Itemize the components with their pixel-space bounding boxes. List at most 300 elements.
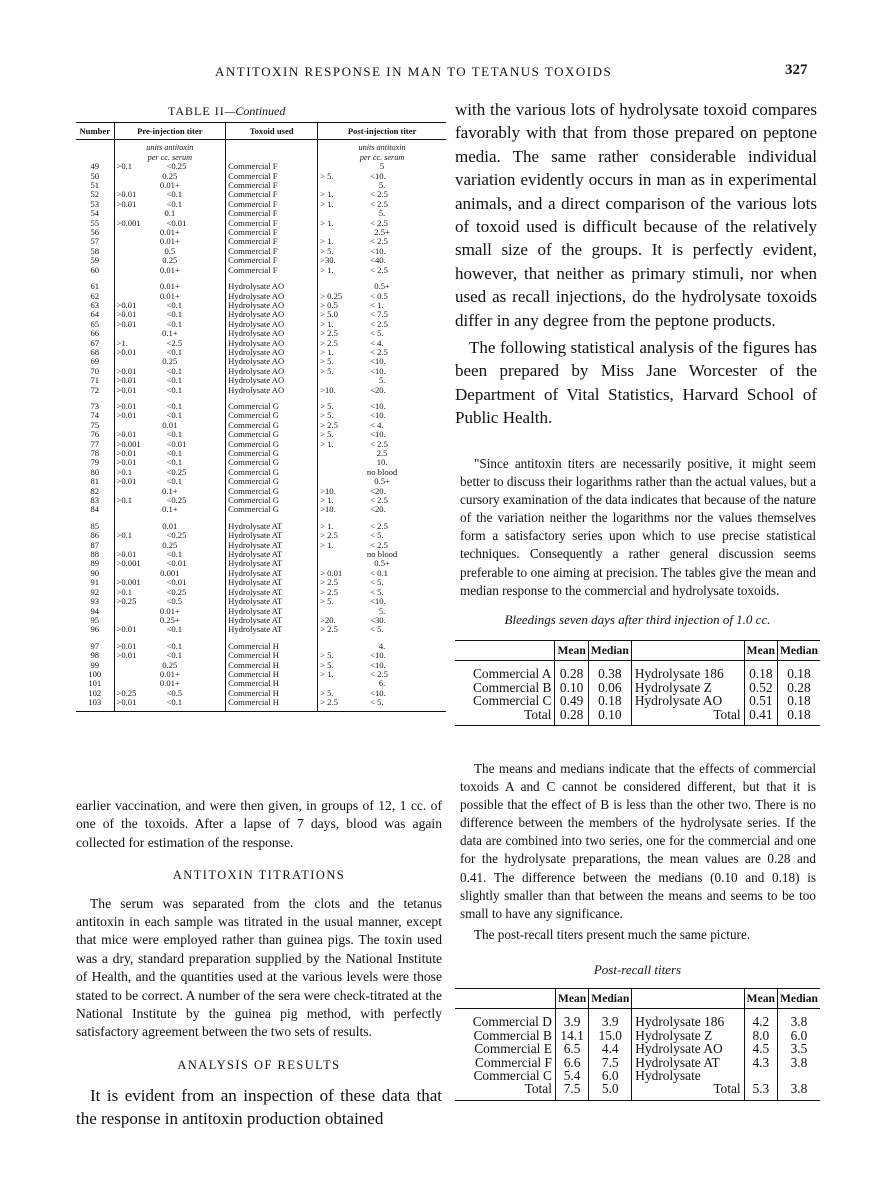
- statistical-quote: [460, 455, 816, 600]
- column-header-toxoid: Toxoid used: [226, 123, 318, 140]
- toxoid-cell: Hydrolysate AO: [226, 292, 318, 301]
- table-ii-header-row: [76, 123, 446, 140]
- toxoid-cell: Commercial F: [226, 237, 318, 246]
- post-upper-bound: < 2.5: [370, 438, 388, 449]
- value-cell: 4.2: [744, 1009, 777, 1029]
- toxoid-cell: Hydrolysate AT: [226, 597, 318, 606]
- post-single-value: 0.5+: [374, 476, 390, 487]
- toxoid-cell: Commercial F: [226, 266, 318, 275]
- post-lower-bound: > 1.: [320, 495, 334, 506]
- column-header-median: Median: [588, 641, 631, 661]
- toxoid-cell: Commercial F: [226, 200, 318, 209]
- subject-number: 73: [76, 402, 114, 411]
- table-third-injection: [455, 640, 820, 726]
- pre-single-value: 0.01+: [159, 180, 180, 191]
- subject-number: 90: [76, 569, 114, 578]
- pre-upper-bound: <0.1: [166, 697, 183, 708]
- value-cell: 3.9: [589, 1009, 632, 1029]
- post-upper-bound: <10.: [370, 429, 386, 440]
- post-upper-bound: <10.: [370, 410, 386, 421]
- post-single-value: 0.5+: [374, 558, 390, 569]
- subject-number: 77: [76, 440, 114, 449]
- pre-upper-bound: <0.1: [166, 346, 183, 357]
- value-cell: 8.0: [744, 1029, 777, 1042]
- toxoid-cell: Commercial G: [226, 411, 318, 420]
- pre-upper-bound: <0.1: [166, 375, 183, 386]
- column-header-mean: Mean: [555, 641, 588, 661]
- row-label: Hydrolysate Z: [632, 1029, 744, 1042]
- toxoid-cell: Commercial G: [226, 440, 318, 449]
- toxoid-cell: Hydrolysate AO: [226, 348, 318, 357]
- pre-upper-bound: <0.5: [166, 687, 183, 698]
- toxoid-cell: Commercial F: [226, 256, 318, 265]
- pre-upper-bound: <0.5: [166, 596, 183, 607]
- table-row: [455, 1069, 820, 1082]
- subject-number: 57: [76, 237, 114, 246]
- post-lower-bound: >10.: [320, 384, 336, 395]
- toxoid-cell: Hydrolysate AT: [226, 616, 318, 625]
- post-upper-bound: < 7.5: [370, 309, 388, 320]
- running-head: ANTITOXIN RESPONSE IN MAN TO TETANUS TOXOIDS: [215, 64, 613, 79]
- pre-upper-bound: <0.25: [166, 530, 187, 541]
- table-row: [455, 1009, 820, 1029]
- post-lower-bound: > 5.: [320, 596, 334, 607]
- subject-number: 69: [76, 357, 114, 366]
- row-label: Hydrolysate AO: [631, 694, 744, 707]
- toxoid-cell: Commercial H: [226, 679, 318, 688]
- pre-lower-bound: >0.01: [116, 198, 137, 209]
- post-single-value: 5.: [378, 605, 386, 616]
- column-header-post-injection: Post-injection titer: [318, 123, 446, 140]
- post-upper-bound: <10.: [370, 400, 386, 411]
- post-upper-bound: < 0.1: [370, 567, 388, 578]
- units-label-pre-1: units antitoxin: [146, 143, 194, 153]
- subject-number: 65: [76, 320, 114, 329]
- column-header-mean: Mean: [744, 641, 777, 661]
- pre-single-value: 0.25: [162, 659, 178, 670]
- subject-number: 96: [76, 625, 114, 634]
- pre-upper-bound: <0.01: [166, 217, 187, 228]
- pre-upper-bound: <0.25: [166, 161, 187, 172]
- pre-upper-bound: <0.1: [166, 299, 183, 310]
- quote-paragraph: "Since antitoxin titers are necessarily positive, it might seem better to discuss their logarithms rather than the actual values, but a cursory examination of the data indicates that because of the nature of the variation neither the logarithms nor the values themselves form a satisfactory series upon which to use precise statistical techniques. Consequently a rather general discussion seems preferable to one aiming at precision. The tables give the mean and median response to the commercial and hydrolysate toxoids.: [460, 456, 816, 598]
- value-cell: 0.18: [588, 694, 631, 707]
- units-label-pre-2: per cc. serum: [147, 152, 192, 162]
- column-header-label-spacer: [455, 989, 555, 1009]
- value-cell: [777, 1069, 820, 1082]
- pre-lower-bound: >0.01: [116, 410, 137, 421]
- pre-single-value: 0.01: [162, 520, 178, 531]
- post-single-value: 10.: [376, 457, 388, 468]
- toxoid-cell: Commercial H: [226, 661, 318, 670]
- page-number: 327: [785, 62, 808, 78]
- post-upper-bound: < 5.: [370, 586, 384, 597]
- value-cell: 14.1: [555, 1029, 588, 1042]
- pre-lower-bound: >0.25: [116, 687, 137, 698]
- result-header-row: [455, 641, 820, 661]
- pre-lower-bound: >0.01: [116, 650, 137, 661]
- subject-number: 66: [76, 329, 114, 338]
- pre-lower-bound: >0.01: [116, 189, 137, 200]
- post-upper-bound: < 2.5: [370, 189, 388, 200]
- table-row: [455, 1056, 820, 1069]
- post-lower-bound: > 2.5: [320, 586, 338, 597]
- pre-single-value: 0.01+: [159, 264, 180, 275]
- post-single-value: no blood: [366, 549, 398, 560]
- subject-number: 64: [76, 310, 114, 319]
- toxoid-cell: Hydrolysate AO: [226, 282, 318, 291]
- column-header-label-spacer: [455, 641, 555, 661]
- post-lower-bound: > 1.: [320, 346, 334, 357]
- column-header-label-spacer: [632, 989, 744, 1009]
- post-lower-bound: > 2.5: [320, 577, 338, 588]
- toxoid-cell: Hydrolysate AT: [226, 625, 318, 634]
- post-upper-bound: < 0.5: [370, 290, 388, 301]
- column-header-mean: Mean: [744, 989, 777, 1009]
- post-lower-bound: > 1.: [320, 318, 334, 329]
- post-lower-bound: > 1.: [320, 198, 334, 209]
- value-cell: 0.28: [555, 661, 588, 681]
- column-header-pre-injection: Pre-injection titer: [114, 123, 226, 140]
- toxoid-cell: Hydrolysate AT: [226, 607, 318, 616]
- post-lower-bound: > 1.: [320, 539, 334, 550]
- column-header-label-spacer: [631, 641, 744, 661]
- table-row: [76, 625, 446, 634]
- toxoid-cell: Commercial G: [226, 421, 318, 430]
- pre-single-value: 0.01: [162, 419, 178, 430]
- pre-lower-bound: >0.01: [116, 318, 137, 329]
- post-upper-bound: < 5.: [370, 530, 384, 541]
- toxoid-cell: Hydrolysate AO: [226, 367, 318, 376]
- toxoid-cell: Hydrolysate AO: [226, 339, 318, 348]
- toxoid-cell: Hydrolysate AO: [226, 357, 318, 366]
- row-label: Total: [455, 708, 555, 726]
- pre-upper-bound: <0.01: [166, 577, 187, 588]
- post-single-value: 5.: [378, 375, 386, 386]
- pre-upper-bound: <0.1: [166, 457, 183, 468]
- subject-number: 95: [76, 616, 114, 625]
- pre-upper-bound: <0.1: [166, 189, 183, 200]
- pre-upper-bound: <0.1: [166, 640, 183, 651]
- value-cell: 0.18: [787, 666, 811, 682]
- toxoid-cell: Commercial H: [226, 670, 318, 679]
- subject-number: 78: [76, 449, 114, 458]
- toxoid-cell: Commercial G: [226, 477, 318, 486]
- post-injection-cell: [318, 505, 446, 514]
- toxoid-cell: Commercial H: [226, 642, 318, 651]
- column-header-median: Median: [777, 641, 820, 661]
- right-column-intro: [455, 98, 817, 430]
- subject-number: 86: [76, 531, 114, 540]
- pre-upper-bound: <0.1: [166, 198, 183, 209]
- row-label: Hydrolysate AT: [632, 1056, 744, 1069]
- right-paragraph-2: The following statistical analysis of the figures has been prepared by Miss Jane Worcester of the Department of Vital Statistics, Harvard School of Public Health.: [455, 338, 817, 428]
- toxoid-cell: Hydrolysate AO: [226, 310, 318, 319]
- pre-lower-bound: >0.001: [116, 217, 141, 228]
- left-column-text: [76, 797, 442, 1130]
- subject-number: 97: [76, 642, 114, 651]
- result-header-row: [455, 989, 820, 1009]
- right-column-discussion: [460, 760, 816, 944]
- table-row: [455, 694, 820, 707]
- post-upper-bound: <20.: [370, 384, 386, 395]
- post-lower-bound: > 1.: [320, 189, 334, 200]
- column-header-median: Median: [777, 989, 820, 1009]
- post-lower-bound: > 5.: [320, 410, 334, 421]
- post-upper-bound: < 2.5: [370, 539, 388, 550]
- post-lower-bound: > 5.: [320, 429, 334, 440]
- value-cell: 0.28: [787, 679, 811, 695]
- post-upper-bound: <10.: [370, 356, 386, 367]
- pre-lower-bound: >0.01: [116, 400, 137, 411]
- subject-number: 53: [76, 200, 114, 209]
- post-lower-bound: > 5.: [320, 365, 334, 376]
- subject-number: 71: [76, 376, 114, 385]
- subject-number: 75: [76, 421, 114, 430]
- pre-lower-bound: >0.001: [116, 438, 141, 449]
- toxoid-cell: Commercial G: [226, 430, 318, 439]
- post-upper-bound: < 4.: [370, 419, 384, 430]
- value-cell: 6.0: [790, 1027, 808, 1043]
- pre-lower-bound: >0.1: [116, 466, 133, 477]
- post-lower-bound: > 1.: [320, 217, 334, 228]
- toxoid-cell: Commercial F: [226, 209, 318, 218]
- post-upper-bound: < 5.: [370, 328, 384, 339]
- subject-number: 103: [76, 698, 114, 711]
- post-upper-bound: < 2.5: [370, 217, 388, 228]
- post-injection-cell: [318, 386, 446, 395]
- pre-lower-bound: >0.01: [116, 448, 137, 458]
- pre-single-value: 0.25: [162, 356, 178, 367]
- post-single-value: 5.: [378, 180, 386, 191]
- pre-lower-bound: >0.1: [116, 495, 133, 506]
- pre-injection-cell: [114, 625, 226, 634]
- post-lower-bound: > 5.: [320, 245, 334, 256]
- value-cell: 0.18: [744, 661, 777, 681]
- value-cell: 5.0: [589, 1082, 632, 1100]
- subject-number: 68: [76, 348, 114, 357]
- pre-single-value: 0.25+: [159, 614, 180, 625]
- post-single-value: no blood: [366, 466, 398, 477]
- pre-lower-bound: >0.01: [116, 429, 137, 440]
- toxoid-cell: Commercial G: [226, 505, 318, 514]
- row-label: Commercial B: [455, 681, 555, 694]
- row-label: Hydrolysate: [632, 1069, 744, 1082]
- value-cell: 15.0: [589, 1029, 632, 1042]
- subject-number: 54: [76, 209, 114, 218]
- post-upper-bound: < 2.5: [370, 318, 388, 329]
- toxoid-cell: Hydrolysate AO: [226, 376, 318, 385]
- post-lower-bound: > 0.25: [320, 290, 343, 301]
- column-header-median: Median: [589, 989, 632, 1009]
- pre-lower-bound: >0.01: [116, 309, 137, 320]
- continuation-paragraph: earlier vaccination, and were then given, in groups of 12, 1 cc. of one of the toxoids. After a lapse of 7 days, blood was again collected for estimation of the response.: [76, 798, 442, 850]
- toxoid-cell: Commercial F: [226, 162, 318, 171]
- table-row: [455, 1029, 820, 1042]
- subject-number: 102: [76, 689, 114, 698]
- pre-lower-bound: >0.01: [116, 640, 137, 651]
- pre-single-value: 0.1+: [162, 328, 178, 339]
- pre-upper-bound: <0.1: [166, 410, 183, 421]
- post-upper-bound: < 2.5: [370, 264, 388, 275]
- subject-number: 63: [76, 301, 114, 310]
- value-cell: 0.49: [555, 694, 588, 707]
- post-upper-bound: < 4.: [370, 337, 384, 348]
- subject-number: 60: [76, 266, 114, 275]
- subject-number: 62: [76, 292, 114, 301]
- post-single-value: 2.5: [376, 448, 388, 458]
- pre-upper-bound: <0.1: [166, 650, 183, 661]
- pre-injection-cell: [114, 266, 226, 275]
- value-cell: 4.4: [589, 1042, 632, 1055]
- subject-number: 55: [76, 219, 114, 228]
- post-single-value: 5.: [378, 208, 386, 219]
- table-ii: [76, 122, 446, 712]
- pre-single-value: 0.1+: [162, 504, 178, 515]
- pre-lower-bound: >0.01: [116, 476, 137, 487]
- post-lower-bound: > 5.: [320, 659, 334, 670]
- toxoid-cell: Commercial G: [226, 458, 318, 467]
- pre-lower-bound: >0.001: [116, 558, 141, 569]
- value-cell: 3.5: [790, 1041, 808, 1057]
- subject-number: 88: [76, 550, 114, 559]
- toxoid-cell: Commercial G: [226, 402, 318, 411]
- value-cell: 0.41: [744, 708, 777, 726]
- value-cell: 3.8: [790, 1054, 808, 1070]
- pre-upper-bound: <0.1: [166, 448, 183, 458]
- post-lower-bound: > 2.5: [320, 419, 338, 430]
- row-label: Commercial E: [455, 1042, 555, 1055]
- table-ii-grid: [76, 122, 446, 712]
- post-single-value: 4.: [378, 640, 386, 651]
- toxoid-cell: Hydrolysate AT: [226, 559, 318, 568]
- row-label: Commercial B: [455, 1029, 555, 1042]
- pre-upper-bound: <0.1: [166, 384, 183, 395]
- value-cell: 0.18: [777, 708, 820, 726]
- subject-number: 84: [76, 505, 114, 514]
- post-lower-bound: > 5.: [320, 687, 334, 698]
- value-cell: 0.52: [744, 681, 777, 694]
- pre-upper-bound: <0.25: [166, 495, 187, 506]
- table-row: [76, 698, 446, 711]
- subject-number: 92: [76, 588, 114, 597]
- post-upper-bound: < 2.5: [370, 495, 388, 506]
- table-row: [455, 681, 820, 694]
- value-cell: [744, 1069, 777, 1082]
- post-upper-bound: < 5.: [370, 624, 384, 635]
- toxoid-cell: Commercial F: [226, 247, 318, 256]
- value-cell: 0.38: [588, 661, 631, 681]
- table-caption-label: TABLE II: [168, 104, 225, 118]
- table-b-caption: Post-recall titers: [593, 962, 682, 977]
- post-lower-bound: > 1.: [320, 520, 334, 531]
- toxoid-cell: Commercial F: [226, 172, 318, 181]
- table-row: [455, 1082, 820, 1100]
- pre-upper-bound: <0.01: [166, 558, 187, 569]
- value-cell: 0.10: [588, 708, 631, 726]
- pre-single-value: 0.5: [164, 245, 176, 256]
- pre-single-value: 0.01+: [159, 678, 180, 689]
- pre-single-value: 0.01+: [159, 668, 180, 679]
- post-single-value: 2.5+: [374, 227, 390, 238]
- subject-number: 72: [76, 386, 114, 395]
- toxoid-cell: Commercial H: [226, 689, 318, 698]
- toxoid-cell: Hydrolysate AT: [226, 531, 318, 540]
- pre-single-value: 0.25: [162, 170, 178, 181]
- table-row: [76, 266, 446, 275]
- pre-upper-bound: <0.25: [166, 466, 187, 477]
- post-single-value: 6.: [378, 678, 386, 689]
- subject-number: 61: [76, 282, 114, 291]
- heading-antitoxin-titrations: ANTITOXIN TITRATIONS: [172, 868, 346, 883]
- pre-injection-cell: [114, 386, 226, 395]
- post-lower-bound: > 5.: [320, 170, 334, 181]
- pre-single-value: 0.01+: [159, 236, 180, 247]
- post-upper-bound: < 2.5: [370, 520, 388, 531]
- toxoid-cell: Hydrolysate AT: [226, 588, 318, 597]
- post-lower-bound: > 1.: [320, 264, 334, 275]
- value-cell: 4.5: [744, 1042, 777, 1055]
- subject-number: 85: [76, 522, 114, 531]
- post-upper-bound: < 2.5: [370, 346, 388, 357]
- toxoid-cell: Hydrolysate AT: [226, 578, 318, 587]
- subject-number: 79: [76, 458, 114, 467]
- pre-injection-cell: [114, 698, 226, 711]
- pre-upper-bound: <0.1: [166, 365, 183, 376]
- subject-number: 98: [76, 651, 114, 660]
- post-lower-bound: >30.: [320, 255, 336, 266]
- value-cell: 0.10: [555, 681, 588, 694]
- post-upper-bound: < 2.5: [370, 236, 388, 247]
- row-label: Commercial A: [455, 661, 555, 681]
- post-lower-bound: > 2.5: [320, 328, 338, 339]
- pre-lower-bound: >0.001: [116, 577, 141, 588]
- toxoid-cell: Commercial G: [226, 496, 318, 505]
- subject-number: 87: [76, 541, 114, 550]
- pre-lower-bound: >0.01: [116, 384, 137, 395]
- toxoid-cell: Hydrolysate AO: [226, 386, 318, 395]
- table-row: [76, 505, 446, 514]
- row-label: Total: [631, 708, 744, 726]
- table-caption: [168, 104, 285, 119]
- value-cell: 3.9: [555, 1009, 588, 1029]
- pre-single-value: 0.01+: [159, 290, 180, 301]
- table-a-caption: Bleedings seven days after third injection of 1.0 cc.: [504, 612, 771, 627]
- row-label: Hydrolysate 186: [632, 1009, 744, 1029]
- toxoid-cell: Commercial F: [226, 181, 318, 190]
- pre-lower-bound: >0.01: [116, 375, 137, 386]
- toxoid-cell: Hydrolysate AT: [226, 569, 318, 578]
- pre-single-value: 0.25: [162, 539, 178, 550]
- row-label: Commercial C: [455, 694, 555, 707]
- post-lower-bound: > 5.: [320, 650, 334, 661]
- toxoid-cell: Hydrolysate AO: [226, 320, 318, 329]
- pre-upper-bound: <0.1: [166, 400, 183, 411]
- column-header-mean: Mean: [555, 989, 588, 1009]
- pre-lower-bound: >0.01: [116, 365, 137, 376]
- subject-number: 82: [76, 487, 114, 496]
- value-cell: 5.3: [744, 1082, 777, 1100]
- pre-single-value: 0.01+: [159, 605, 180, 616]
- post-upper-bound: < 1.: [370, 299, 384, 310]
- column-header-number: Number: [76, 123, 114, 140]
- right-paragraph-4: The post-recall titers present much the same picture.: [474, 926, 751, 942]
- subject-number: 101: [76, 679, 114, 688]
- value-cell: 6.6: [555, 1056, 588, 1069]
- post-upper-bound: <10.: [370, 687, 386, 698]
- post-upper-bound: <10.: [370, 245, 386, 256]
- toxoid-cell: Commercial F: [226, 228, 318, 237]
